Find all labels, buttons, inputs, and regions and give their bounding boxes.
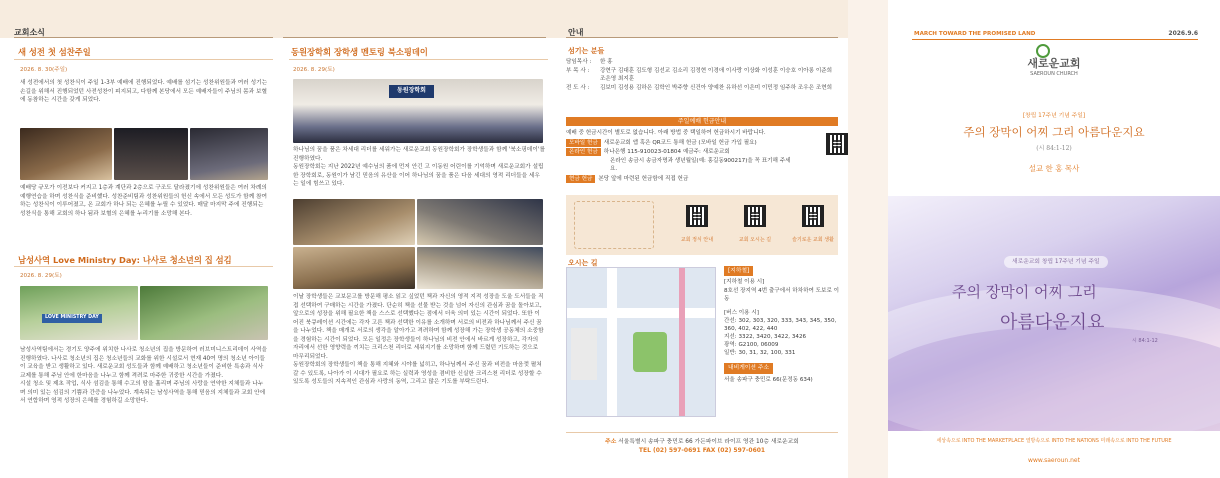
subway-line bbox=[679, 268, 685, 417]
navi-label: 내비게이션 주소 bbox=[724, 363, 773, 373]
photo-bookstore-3 bbox=[293, 247, 415, 289]
calligraphy-ref: 시 84:1-12 bbox=[1132, 338, 1158, 344]
article-body: 새 성전에서의 첫 성찬식이 주일 1-3부 예배에 진행되었다. 예배를 섬기는 성찬위원들과 여러 성기는 손길을 위해서 진행되었던 사전성찬이 피지되고, 다함께 본당에서 모든 예배자들이 주님의 몸과 보혈에 동참하는 시간을 갖게 되었다. bbox=[20, 80, 268, 104]
section-header-3 bbox=[556, 0, 848, 38]
qr-code-church-info[interactable] bbox=[686, 205, 708, 227]
offering-row: 온라인 송금시 송금자명과 생년월일(예: 홍길동900217)을 꼭 표기해 주세요. bbox=[610, 158, 791, 173]
calligraphy-line-2: 아름다운지요 bbox=[1000, 312, 1105, 333]
cover-slogan: MARCH TOWARD THE PROMISED LAND bbox=[914, 31, 1036, 37]
photo-bookstore-4 bbox=[417, 247, 543, 289]
occasion-label: [창립 17주년 기념 주일] bbox=[1022, 113, 1086, 119]
servers-title: 섬기는 분들 bbox=[568, 47, 605, 55]
section-tag: 교회소식 bbox=[14, 28, 45, 37]
photo-bookstore-1 bbox=[293, 199, 415, 245]
section-tag-info: 안내 bbox=[568, 28, 584, 37]
logo-english: SAEROUN CHURCH bbox=[1030, 71, 1078, 77]
photo-ministry-group bbox=[20, 286, 138, 340]
article-body-4: 하나님의 꿈을 품은 차세대 리더를 세워가는 새로운교회 동원장학회가 장학생들과 함께 '북소핑데이'를 진행하였다. 동원장학회는 지난 2022년 예수님의 품에 먼저 안긴 고 이동원 어린이를 기억하며 새로운교회가 설립한 장학회로, 동원이가 남긴 믿음의 유산을 이어 하나님의 꿈을 품은 다음 세대의 영적 리더들을 세우는 일에 힘쓰고 있다. bbox=[293, 147, 545, 188]
church-marker bbox=[633, 332, 667, 372]
directions-title: 오시는 길 bbox=[568, 259, 598, 267]
offering-row: 온라인 헌금 하나은행 115-910023-01804 예금주: 새로운교회 bbox=[566, 148, 796, 156]
section-header-2 bbox=[283, 0, 556, 38]
location-map[interactable] bbox=[566, 267, 716, 417]
photo-communion-3 bbox=[190, 128, 268, 180]
directions-details bbox=[724, 266, 842, 384]
photo-ministry-work bbox=[140, 286, 268, 340]
qr-caption: 교회 정식 안내 bbox=[680, 237, 714, 243]
qr-code-church-life[interactable] bbox=[802, 205, 824, 227]
article-date-3: 2026. 8. 29(토) bbox=[293, 67, 335, 73]
scripture-ref: (시 84:1-12) bbox=[1036, 145, 1072, 152]
servers-row: 부 목 사 : 강현구 김대훈 김도형 김선교 김소리 김정현 이경애 이사랑 이상화 이성훈 이승호 이아롱 이준희 조은영 최지훈 bbox=[566, 68, 833, 83]
offering-row: 현금 헌금 본당 앞에 마련된 헌금함에 직접 헌금 bbox=[566, 175, 796, 183]
photo-communion-1 bbox=[20, 128, 112, 180]
article-body-5: 이날 장학생들은 교보문고를 방문해 평소 읽고 싶었던 책과 자신의 영적 지적 성장을 도울 도서들을 직접 선택하여 구매하는 시간을 가졌다. 단순히 책을 선물 받는 것을 넘어 자신의 관심과 꿈을 돌아보고, 앞으로의 성장을 위해 필요한 책을 스스로 선택했다는 점에서 더욱 의미 있는 시간이 되었다. 또한 이어진 북큐레이션 시간에는 각자 고른 책과 선택한 이유를 소개하며 서로의 비전과 하나님께서 주신 꿈을 나누었다. 책을 매개로 서로의 생각을 알아가고 격려하며 함께 성장해 가는 장학생 공동체의 소중함을 경험하는 시간이 되었다. 모든 일정은 장학생들이 하나님의 비전 안에서 바르게 성장하고, 각자의 자리에서 선한 영향력을 끼치는 크리스천 리더로 세워지기를 소망하며 함께 드렸던 기도하는 것으로 마무리되었다. 동원장학회의 장학생들이 책을 통해 지혜와 시야를 넓히고, 하나님께서 주신 꿈과 비전을 마음껏 펼쳐갈 수 있도록, 나아가 이 시대가 필요로 하는 실력과 영성을 겸비한 신실한 크리스천 리더로 성장할 수 있도록 성도들의 지속적인 관심과 사랑의 동역, 그리고 많은 기도를 부탁드린다. bbox=[293, 294, 544, 386]
sermon-title: 주의 장막이 어찌 그리 아름다운지요 bbox=[963, 125, 1145, 139]
qr-links-area bbox=[566, 195, 838, 255]
cover-date: 2026.9.6 bbox=[1168, 30, 1198, 37]
article-title-3: 동원장학회 장학생 멘토링 북소핑데이 bbox=[291, 47, 428, 57]
anniversary-banner: 새로운교회 창립 17주년 기념 주일 bbox=[1004, 256, 1108, 268]
section-header bbox=[0, 0, 283, 38]
qr-code-directions[interactable] bbox=[744, 205, 766, 227]
photo-communion-2 bbox=[114, 128, 188, 180]
article-title: 새 성전 첫 섬찬주일 bbox=[18, 47, 91, 57]
article-date-2: 2026. 8. 29(토) bbox=[20, 273, 62, 279]
servers-row: 담임목사 : 한 홍 bbox=[566, 59, 613, 65]
vision-statement: 세상속으로 INTO THE MARKETPLACE 열방속으로 INTO THE NATIONS 미래속으로 INTO THE FUTURE bbox=[936, 438, 1172, 444]
qr-caption: 교회 오시는 길 bbox=[738, 237, 772, 243]
article-date: 2026. 8. 30(주일) bbox=[20, 67, 68, 73]
subway-text: [지하철 이용 시] 8호선 장지역 4번 출구에서 하차하여 도보로 이동 bbox=[724, 279, 840, 302]
servers-list bbox=[566, 58, 836, 92]
offering-intro: 예배 중 헌금시간이 별도로 없습니다. 아래 방법 중 택일하여 헌금하시기 바랍니다. bbox=[566, 130, 766, 136]
fold-spine bbox=[848, 0, 888, 478]
ministry-banner: LOVE MINISTRY DAY bbox=[42, 314, 102, 323]
article-body-3: 남성사역팀에서는 경기도 양주에 위치한 나사로 청소년의 집을 방문하여 러브미니스트리데이 사역을 진행하였다. 나사로 청소년의 집은 청소년들의 교화를 위한 시설로서 현재 40여 명의 청소년 아이들이 교육을 받고 생활하고 있다. 새로운교회 성도들과 함께 예배하고 청소년들이 준비한 특송과 식사 교제를 통해 주님 안에 한마음을 나누고 함께 격려로 마주한 귀중한 시간을 가졌다. 시설 청소 및 제초 작업, 식사 섬김을 통해 수고의 땀을 흘리며 주님의 사랑을 연약한 지체들과 나누며 의미 있는 섬김의 기쁨과 간증을 나누었다. 계속되는 남성사역을 통해 믿음의 지체들과 교회 안에서 연합하며 영적 성장의 은혜를 경험하길 소망한다. bbox=[20, 347, 268, 405]
offering-header: 주일예배 헌금안내 bbox=[566, 117, 838, 126]
qr-code-offering[interactable] bbox=[826, 133, 848, 155]
calligraphy-line-1: 주의 장막이 어찌 그리 bbox=[952, 283, 1097, 301]
photo-bookstore-2 bbox=[417, 199, 543, 245]
info-panel bbox=[556, 0, 848, 478]
article-title-2: 남성사역 Love Ministry Day: 나사로 청소년의 집 섬김 bbox=[18, 255, 232, 265]
footer-address: 주소 서울특별시 송파구 충민로 66 가든파이브 라이프 영관 10층 새로운교회 bbox=[605, 439, 799, 445]
website-link[interactable]: www.saeroun.net bbox=[1028, 457, 1080, 464]
bus-text: [버스 이용 시] 간선: 302, 303, 320, 333, 343, 345, 350, 360, 402, 422, 440 지선: 3322, 3420, 3422, 3426 광역: G2100, 06009 일반: 30, 31, 32, 100, 331 bbox=[724, 309, 837, 357]
church-illustration bbox=[574, 201, 654, 249]
offering-list bbox=[566, 129, 796, 183]
logo-korean: 새로운교회 bbox=[1027, 57, 1081, 70]
scholarship-banner: 동원장학회 bbox=[389, 85, 434, 98]
subway-label: [지하철] bbox=[724, 266, 753, 276]
cover-panel bbox=[888, 0, 1220, 478]
offering-row: 모바일 헌금 새로운교회 앱 혹은 QR코드 통해 헌금 (모바일 헌금 가입 필요) bbox=[566, 139, 796, 147]
footer-phone: TEL (02) 597-0691 FAX (02) 597-0601 bbox=[638, 447, 766, 454]
news-panel-2 bbox=[283, 0, 556, 478]
photo-scholarship-group bbox=[293, 79, 543, 143]
navi-text: 서울 송파구 충민로 66(문정동 634) bbox=[724, 376, 813, 383]
cover-artwork bbox=[888, 196, 1220, 431]
article-body-2: 예배당 규모가 이전보다 커지고 1층과 계단과 2층으로 구조도 달라졌기에 성찬위원들은 여러 차례의 예행연습을 하며 성찬식을 준비했다. 성찬준비팀과 성찬위원들의 헌신 속에서 모든 성도가 함께 참여하는 성찬식이 이루어졌고, 온 교회가 하나 되는 은혜를 누릴 수 있었다. 매달 마지막 주에 진행되는 성찬식을 통해 교회의 하나 됨과 보혈의 은혜를 누리기를 소망해 본다. bbox=[20, 185, 267, 217]
news-panel-1 bbox=[0, 0, 283, 478]
servers-row: 전 도 사 : 김보미 김성용 김하은 김학인 박주향 신건아 양예찬 유하선 이은미 이민정 임주하 조우은 조현희 bbox=[566, 85, 833, 92]
preacher: 설교 한 홍 목사 bbox=[1028, 164, 1080, 173]
qr-caption: 슬기로운 교회 생활 bbox=[792, 237, 834, 243]
